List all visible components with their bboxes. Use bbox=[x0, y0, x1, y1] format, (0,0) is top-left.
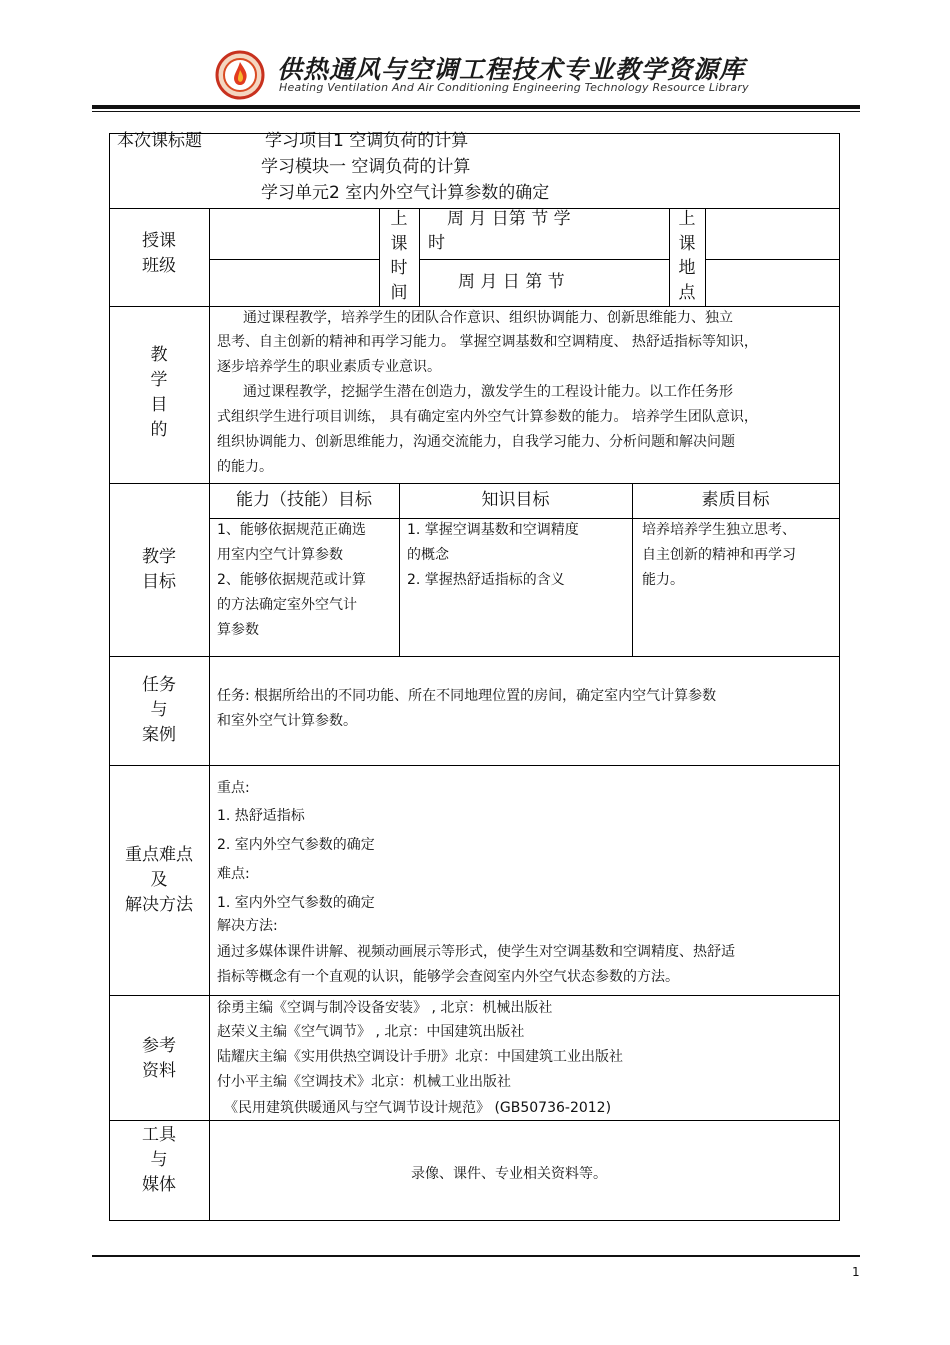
task-label: 任务 与 案例 bbox=[142, 675, 176, 745]
keypoints-line: 解决方法: bbox=[217, 918, 278, 934]
brand-title-cn: 供热通风与空调工程技术专业教学资源库 bbox=[277, 55, 746, 84]
purpose-line: 式组织学生进行项目训练， 具有确定室内外空气计算参数的能力。 培养学生团队意识， bbox=[217, 409, 758, 425]
keypoints-label: 重点难点 及 解决方法 bbox=[125, 845, 193, 915]
col-header-ability: 能力（技能）目标 bbox=[236, 490, 372, 510]
course-title-line2: 学习模块一 空调负荷的计算 bbox=[261, 157, 471, 177]
reference-item: 徐勇主编《空调与制冷设备安装》 , 北京：机械出版社 bbox=[217, 1000, 553, 1016]
header-rule bbox=[92, 105, 860, 109]
class-place-label: 上 课 地 点 bbox=[678, 209, 696, 303]
page-number: 1 bbox=[852, 1265, 860, 1279]
school-logo-icon bbox=[215, 50, 265, 100]
page-header bbox=[215, 48, 749, 104]
purpose-line: 组织协调能力、创新思维能力，沟通交流能力，自我学习能力、分析问题和解决问题 bbox=[217, 434, 735, 450]
quality-objective: 培养培养学生独立思考、 自主创新的精神和再学习 能力。 bbox=[642, 522, 796, 588]
references-label: 参考 资料 bbox=[142, 1036, 176, 1081]
purpose-label: 教 学 目 的 bbox=[150, 345, 168, 440]
reference-item: 陆耀庆主编《实用供热空调设计手册》北京：中国建筑工业出版社 bbox=[217, 1049, 623, 1065]
purpose-line: 通过课程教学，培养学生的团队合作意识、组织协调能力、创新思维能力、独立 bbox=[243, 310, 733, 326]
purpose-line: 逐步培养学生的职业素质专业意识。 bbox=[217, 359, 441, 375]
class-time-row1: 周 月 日第 节 学 bbox=[447, 209, 571, 229]
keypoints-line: 重点: bbox=[217, 780, 250, 796]
course-title-line3: 学习单元2 室内外空气计算参数的确定 bbox=[261, 183, 550, 203]
purpose-line: 的能力。 bbox=[217, 459, 273, 475]
objectives-label: 教学 目标 bbox=[142, 547, 176, 592]
reference-item: 《民用建筑供暖通风与空气调节设计规范》 (GB50736-2012) bbox=[224, 1100, 612, 1116]
keypoints-line: 难点: bbox=[217, 866, 250, 882]
keypoints-line: 2. 室内外空气参数的确定 bbox=[217, 837, 375, 853]
task-line: 和室外空气计算参数。 bbox=[217, 713, 357, 729]
ability-objective: 1、能够依据规范正确选 用室内空气计算参数 2、能够依据规范或计算 的方法确定室外空气计 算参数 bbox=[217, 522, 366, 638]
purpose-line: 思考、自主创新的精神和再学习能力。 掌握空调基数和空调精度、 热舒适指标等知识， bbox=[217, 334, 758, 350]
footer-rule bbox=[92, 1255, 860, 1257]
keypoints-line: 1. 热舒适指标 bbox=[217, 808, 305, 824]
media-content: 录像、课件、专业相关资料等。 bbox=[411, 1166, 607, 1182]
keypoints-line: 指标等概念有一个直观的认识，能够学会查阅室内外空气状态参数的方法。 bbox=[217, 969, 679, 985]
brand-title-en: Heating Ventilation And Air Conditioning Engineering Technology Resource Library bbox=[279, 81, 749, 94]
reference-item: 赵荣义主编《空气调节》 , 北京：中国建筑出版社 bbox=[217, 1024, 525, 1040]
keypoints-line: 1. 室内外空气参数的确定 bbox=[217, 895, 375, 911]
col-header-quality: 素质目标 bbox=[701, 490, 770, 510]
keypoints-line: 通过多媒体课件讲解、视频动画展示等形式，使学生对空调基数和空调精度、热舒适 bbox=[217, 944, 735, 960]
class-label: 授课 班级 bbox=[142, 231, 176, 276]
media-label: 工具 与 媒体 bbox=[142, 1125, 176, 1195]
class-time-row1-suffix: 时 bbox=[428, 233, 445, 253]
class-time-row2: 周 月 日 第 节 bbox=[458, 272, 565, 292]
header-rule-thin bbox=[92, 111, 860, 112]
class-time-label: 上 课 时 间 bbox=[390, 209, 408, 303]
course-title-line1: 学习项目1 空调负荷的计算 bbox=[265, 131, 469, 151]
knowledge-objective: 1. 掌握空调基数和空调精度 的概念 2. 掌握热舒适指标的含义 bbox=[407, 522, 579, 588]
course-title-label: 本次课标题 bbox=[117, 131, 202, 151]
task-line: 任务: 根据所给出的不同功能、所在不同地理位置的房间，确定室内空气计算参数 bbox=[217, 688, 717, 704]
col-header-knowledge: 知识目标 bbox=[481, 490, 550, 510]
purpose-line: 通过课程教学，挖掘学生潜在创造力，激发学生的工程设计能力。以工作任务形 bbox=[243, 384, 733, 400]
reference-item: 付小平主编《空调技术》北京：机械工业出版社 bbox=[217, 1074, 511, 1090]
